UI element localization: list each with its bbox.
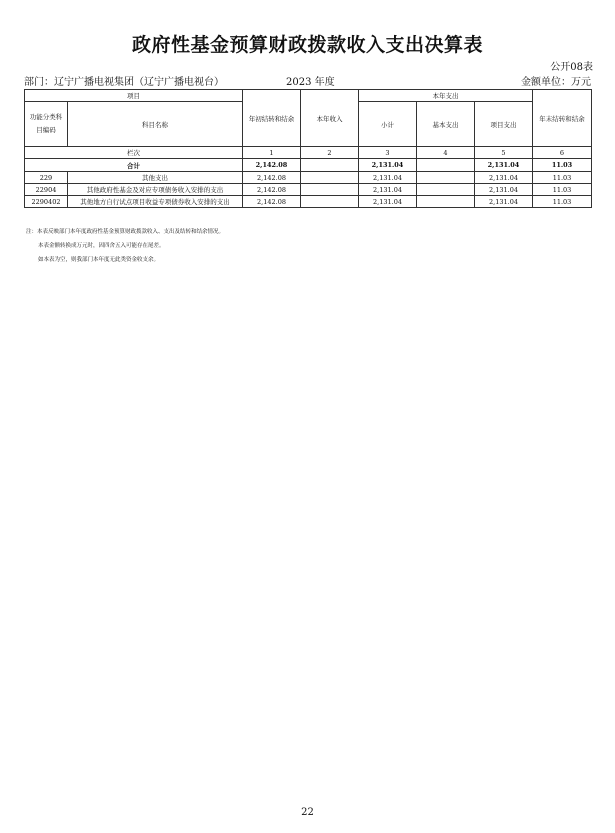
year-label: 2023 年度	[286, 77, 335, 88]
index-cell: 6	[533, 147, 592, 159]
header-expense-group: 本年支出	[359, 90, 533, 102]
row-income	[301, 172, 359, 184]
row-end-balance: 11.03	[533, 184, 592, 196]
row-project: 2,131.04	[475, 196, 533, 208]
page-number: 22	[301, 807, 314, 818]
header-end-balance: 年末结转和结余	[533, 90, 592, 147]
total-row	[25, 159, 592, 172]
row-subtotal: 2,131.04	[359, 196, 417, 208]
row-code: 229	[25, 172, 68, 184]
row-income	[301, 196, 359, 208]
row-basic	[417, 172, 475, 184]
header-subject-name: 科目名称	[68, 102, 243, 147]
index-row	[25, 147, 592, 159]
row-begin-balance: 2,142.08	[243, 196, 301, 208]
total-income	[301, 159, 359, 172]
row-name: 其他地方自行试点项目收益专项债券收入安排的支出	[68, 196, 243, 208]
index-cell: 1	[243, 147, 301, 159]
index-cell: 5	[475, 147, 533, 159]
total-end-balance: 11.03	[533, 159, 592, 172]
header-basic: 基本支出	[417, 102, 475, 147]
total-begin-balance: 2,142.08	[243, 159, 301, 172]
row-begin-balance: 2,142.08	[243, 172, 301, 184]
header-row-group	[25, 90, 592, 102]
header-begin-balance: 年初结转和结余	[243, 90, 301, 147]
row-subtotal: 2,131.04	[359, 172, 417, 184]
index-cell: 2	[301, 147, 359, 159]
row-basic	[417, 184, 475, 196]
header-project-group: 项目	[25, 90, 243, 102]
row-begin-balance: 2,142.08	[243, 184, 301, 196]
table-row	[25, 196, 592, 208]
header-subtotal: 小计	[359, 102, 417, 147]
row-project: 2,131.04	[475, 184, 533, 196]
note-line: 本表金额转换成万元时，因四舍五入可能存在尾差。	[38, 243, 165, 249]
report-title: 政府性基金预算财政拨款收入支出决算表	[131, 34, 483, 56]
row-code: 2290402	[25, 196, 68, 208]
header-income: 本年收入	[301, 90, 359, 147]
row-name: 其他支出	[68, 172, 243, 184]
note-line: 注：本表反映部门本年度政府性基金预算财政拨款收入、支出及结转和结余情况。	[26, 229, 225, 235]
table-row	[25, 184, 592, 196]
total-subtotal: 2,131.04	[359, 159, 417, 172]
row-end-balance: 11.03	[533, 196, 592, 208]
department-label: 部门：辽宁广播电视集团（辽宁广播电视台）	[24, 77, 224, 88]
total-label: 合计	[25, 159, 243, 172]
row-project: 2,131.04	[475, 172, 533, 184]
table-row	[25, 172, 592, 184]
index-cell: 3	[359, 147, 417, 159]
header-func-code: 功能分类科目编码	[25, 102, 68, 147]
notes	[26, 225, 224, 267]
row-basic	[417, 196, 475, 208]
budget-table	[24, 89, 592, 208]
row-end-balance: 11.03	[533, 172, 592, 184]
note-line: 如本表为空，则我部门本年度无此类资金收支余。	[38, 257, 160, 263]
row-code: 22904	[25, 184, 68, 196]
row-name: 其他政府性基金及对应专项债务收入安排的支出	[68, 184, 243, 196]
total-basic	[417, 159, 475, 172]
header-project: 项目支出	[475, 102, 533, 147]
total-project: 2,131.04	[475, 159, 533, 172]
index-cell: 4	[417, 147, 475, 159]
index-label: 栏次	[25, 147, 243, 159]
row-income	[301, 184, 359, 196]
unit-label: 金额单位：万元	[521, 77, 591, 88]
table-number: 公开08表	[550, 62, 593, 73]
row-subtotal: 2,131.04	[359, 184, 417, 196]
